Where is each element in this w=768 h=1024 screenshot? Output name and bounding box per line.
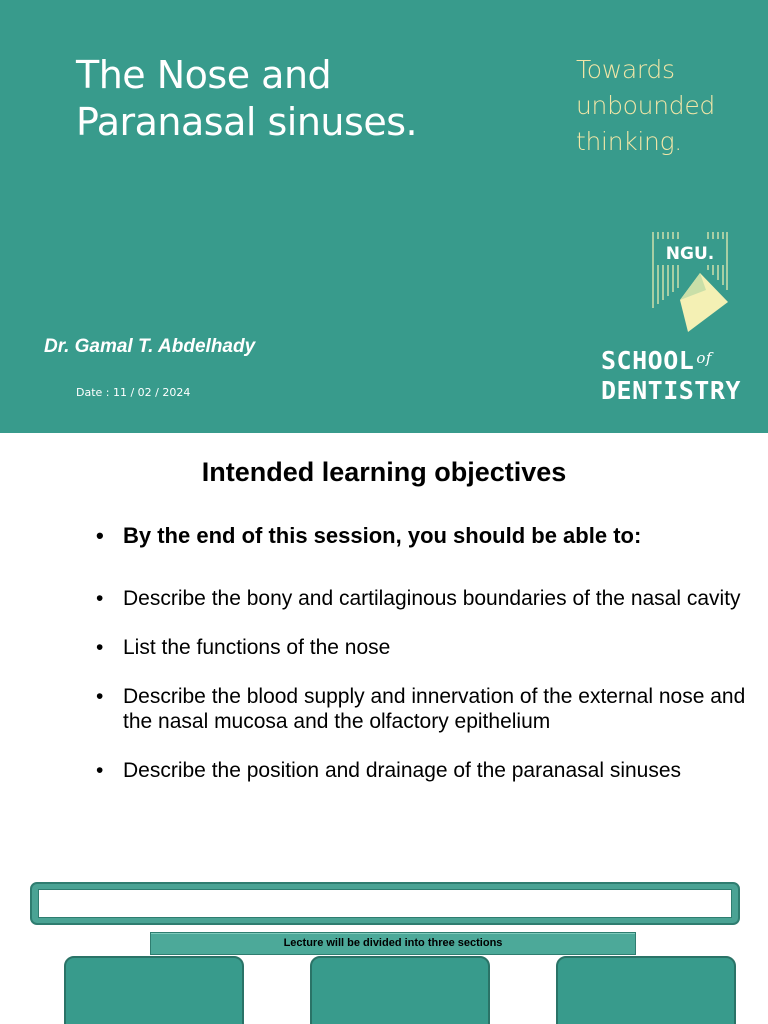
bullet-dot: •: [96, 636, 104, 659]
objectives-lead: [96, 523, 736, 549]
objective-text: Describe the blood supply and innervation of the external nose and the nasal mucosa and the olfactory epithelium: [123, 685, 746, 733]
author-name: Dr. Gamal T. Abdelhady: [44, 336, 256, 357]
sections-banner: Lecture will be divided into three sections: [150, 932, 636, 955]
school-of-dentistry-wordmark: [601, 343, 741, 406]
logo-mark-text: NGU.: [665, 244, 715, 264]
bullet-dot: •: [96, 685, 104, 708]
bullet-dot: •: [96, 523, 104, 548]
list-item: [96, 635, 746, 660]
lecture-title-line: Paranasal sinuses.: [76, 100, 418, 144]
list-item: [96, 684, 746, 734]
objective-text: List the functions of the nose: [123, 636, 391, 659]
school-line1: SCHOOL: [601, 346, 695, 375]
objective-text: Describe the bony and cartilaginous boundaries of the nasal cavity: [123, 587, 741, 610]
section-box: [556, 956, 736, 1024]
tagline-line: unbounded: [576, 91, 715, 120]
school-line2: DENTISTRY: [601, 376, 741, 405]
objectives-slide: [0, 433, 768, 1024]
tagline: [576, 52, 756, 160]
list-item: [96, 586, 746, 611]
diagram-top-bar-inner: [38, 889, 732, 918]
section-box: [64, 956, 244, 1024]
objective-text: Describe the position and drainage of the paranasal sinuses: [123, 759, 682, 782]
tagline-line: Towards: [576, 55, 675, 84]
school-of: of: [696, 349, 712, 367]
lecture-date: Date : 11 / 02 / 2024: [76, 386, 191, 399]
objectives-lead-text: By the end of this session, you should be able to:: [123, 523, 642, 548]
tagline-line: thinking.: [576, 127, 682, 156]
bullet-dot: •: [96, 587, 104, 610]
objectives-heading: Intended learning objectives: [201, 457, 567, 487]
ngu-logo: [650, 230, 730, 334]
objectives-list: [96, 586, 746, 807]
section-box: [310, 956, 490, 1024]
lecture-title: [76, 52, 496, 146]
bullet-dot: •: [96, 759, 104, 782]
lecture-title-line: The Nose and: [76, 53, 332, 97]
list-item: [96, 758, 746, 783]
title-slide: [0, 0, 768, 433]
diagram-top-bar: [30, 882, 740, 925]
